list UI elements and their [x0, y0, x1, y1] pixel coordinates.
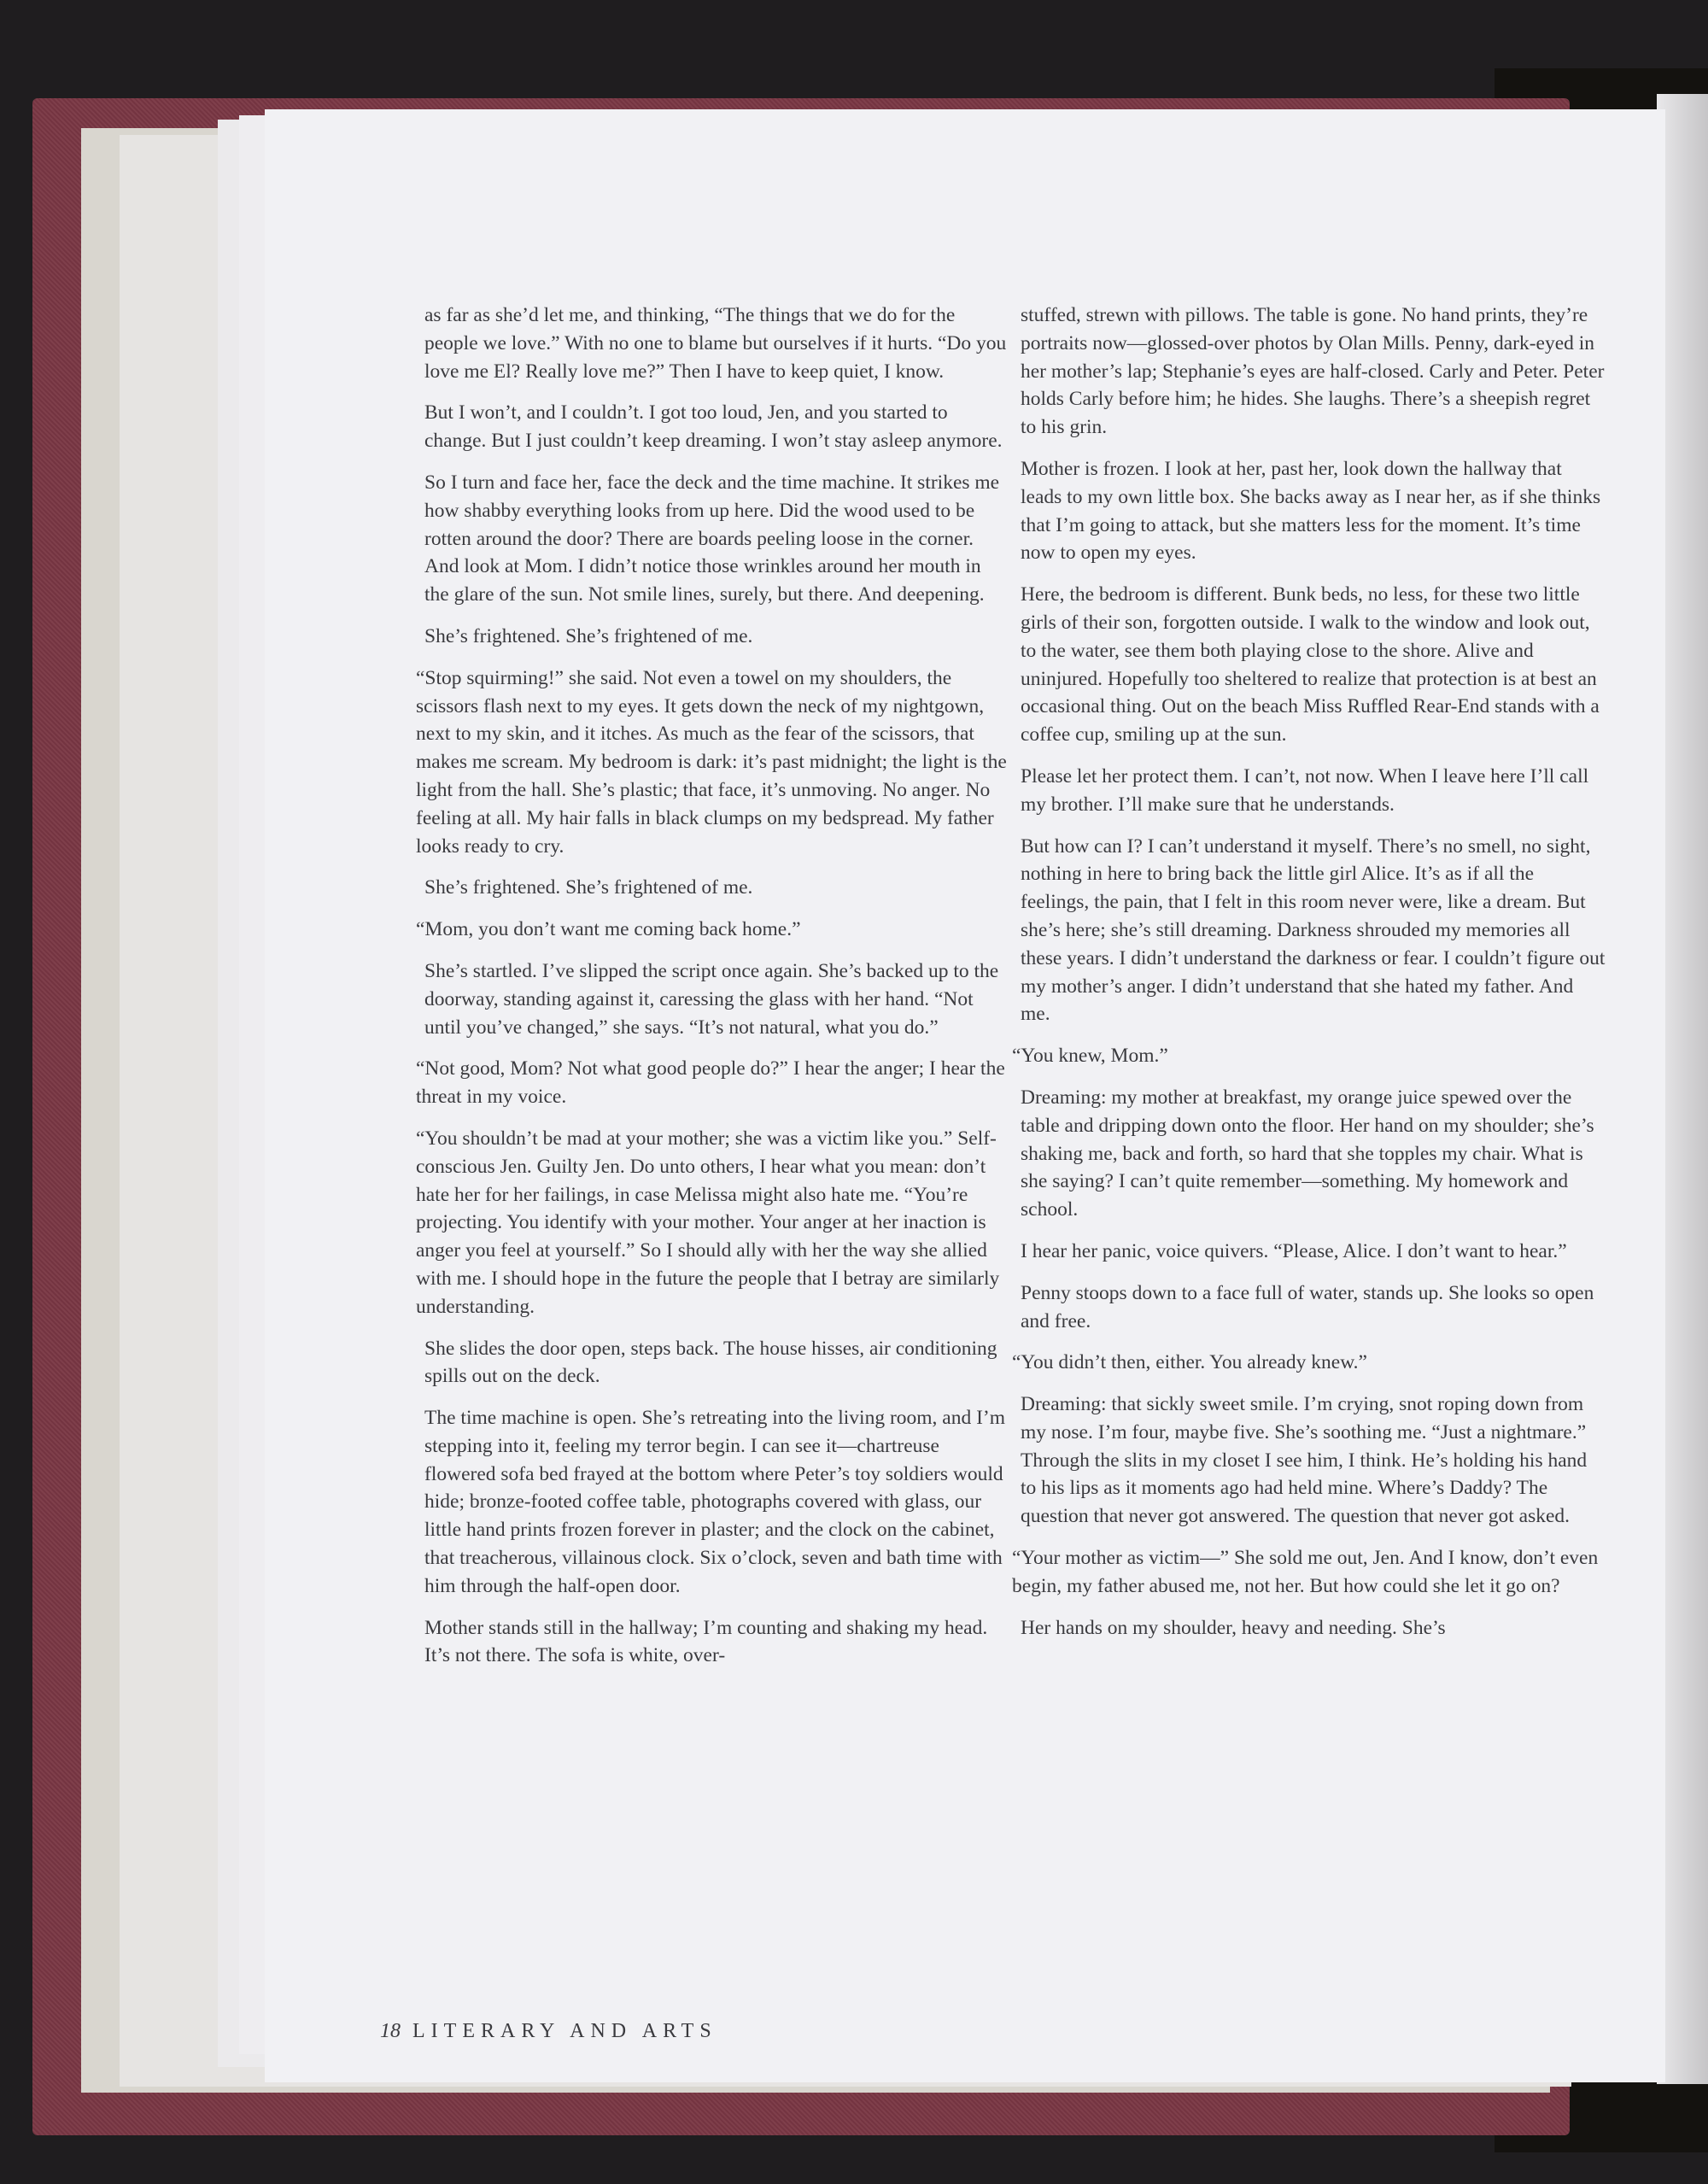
left-text-column [416, 302, 1009, 1683]
paragraph: She’s startled. I’ve slipped the script once again. She’s backed up to the doorway, standing against it, caressing the glass with her hand. “Not until you’ve changed,” she says. “It’s not natural, what you do.” [424, 959, 999, 1039]
paragraph: Here, the bedroom is different. Bunk beds, no less, for these two little girls of their son, forgotten outside. I walk to the window and look out, to the water, see them both playing close to the shore. Alive and uninjured. Hopefully too sheltered to realize that protection is at best an occasional thing. Out on the beach Miss Ruffled Rear-End stands with a coffee cup, smiling up at the sun. [1021, 583, 1600, 747]
paragraph: “Stop squirming!” she said. Not even a towel on my shoulders, the scissors flash next to my eyes. It gets down the neck of my nightgown, next to my skin, and it itches. As much as the fear of the scissors, that makes me scream. My bedroom is dark: it’s past midnight; the light is the light from the hall. She’s plastic; that face, it’s unmoving. No anger. No feeling at all. My hair falls in black clumps on my bedspread. My father looks ready to cry. [416, 666, 1007, 858]
paragraph: stuffed, strewn with pillows. The table is gone. No hand prints, they’re portraits now—glossed-over photos by Olan Mills. Penny, dark-eyed in her mother’s lap; Stephanie’s eyes are half-closed. Carly and Peter. Peter holds Carly before him; he hides. She laughs. There’s a sheepish regret to his grin. [1021, 304, 1605, 439]
paragraph: She’s frightened. She’s frightened of me. [424, 624, 753, 647]
section-title: LITERARY AND ARTS [412, 2020, 717, 2042]
paragraph: Please let her protect them. I can’t, not now. When I leave here I’ll call my brother. I’ll make sure that he understands. [1021, 764, 1589, 816]
paragraph: Mother is frozen. I look at her, past her, look down the hallway that leads to my own little box. She backs away as I near her, as if she thinks that I’m going to attack, but she matters less for the moment. It’s time now to open my eyes. [1021, 457, 1601, 565]
paragraph: So I turn and face her, face the deck and the time machine. It strikes me how shabby everything looks from up here. Did the wood used to be rotten around the door? There are boards peeling loose in the corner. And look at Mom. I didn’t notice those wrinkles around her mouth in the glare of the sun. Not smile lines, surely, but there. And deepening. [424, 471, 1000, 606]
paragraph: Dreaming: my mother at breakfast, my orange juice spewed over the table and dripping down onto the floor. Her hand on my shoulder; she’s shaking me, back and forth, so hard that she topples my chair. What is she saying? I can’t quite remember—something. My homework and school. [1021, 1086, 1594, 1221]
paragraph: But how can I? I can’t understand it myself. There’s no smell, no sight, nothing in here to bring back the little girl Alice. It’s as if all the feelings, the pain, that I felt in this room never were, like a dream. But she’s here; she’s still dreaming. Darkness shrouded my memories all these years. I didn’t understand the darkness or fear. I couldn’t figure out my mother’s anger. I didn’t understand that she hated my father. And me. [1021, 834, 1606, 1026]
paragraph: Her hands on my shoulder, heavy and needing. She’s [1021, 1616, 1446, 1639]
paragraph: She slides the door open, steps back. The house hisses, air conditioning spills out on the deck. [424, 1337, 997, 1388]
paragraph: “You shouldn’t be mad at your mother; she was a victim like you.” Self-conscious Jen. Guilty Jen. Do unto others, I hear what you mean: don’t hate her for her failings, in case Melissa might also hate me. “You’re projecting. You identify with your mother. Your anger at her inaction is anger you feel at yourself.” So I should ally with her the way she allied with me. I should hope in the future the people that I betray are similarly understanding. [416, 1127, 1000, 1318]
paragraph: Mother stands still in the hallway; I’m counting and shaking my head. It’s not there. The sofa is white, over- [424, 1616, 988, 1667]
paragraph: I hear her panic, voice quivers. “Please, Alice. I don’t want to hear.” [1021, 1239, 1567, 1262]
paragraph: The time machine is open. She’s retreating into the living room, and I’m stepping into it, feeling my terror begin. I can see it—chartreuse flowered sofa bed frayed at the bottom where Peter’s toy soldiers would hide; bronze-footed coffee table, photographs covered with glass, our little hand prints frozen forever in plaster; and the clock on the cabinet, that treacherous, villainous clock. Six o’clock, seven and bath time with him through the half-open door. [424, 1407, 1006, 1597]
book-page [265, 109, 1665, 2082]
page-number: 18 [380, 2020, 401, 2042]
paragraph: “You knew, Mom.” [1012, 1045, 1168, 1068]
paragraph: Dreaming: that sickly sweet smile. I’m crying, snot roping down from my nose. I’m four, maybe five. She’s soothing me. “Just a nightmare.” Through the slits in my closet I see him, I think. He’s holding his hand to his lips as it moments ago had held mine. Where’s Daddy? The question that never got answered. The question that never got asked. [1021, 1393, 1588, 1528]
paragraph: She’s frightened. She’s frightened of me. [424, 876, 753, 899]
page-footer [380, 2020, 717, 2043]
paragraph: as far as she’d let me, and thinking, “The things that we do for the people we love.” With no one to blame but ourselves if it hurts. “Do you love me El? Really love me?” Then I have to keep quiet, I know. [424, 304, 1007, 383]
right-text-column [1012, 302, 1606, 1655]
paragraph: Penny stoops down to a face full of water, stands up. She looks so open and free. [1021, 1281, 1594, 1332]
paragraph: “You didn’t then, either. You already knew.” [1012, 1351, 1367, 1374]
paragraph: “Not good, Mom? Not what good people do?” I hear the anger; I hear the threat in my voice. [416, 1057, 1005, 1109]
paragraph: “Mom, you don’t want me coming back home.” [416, 918, 801, 941]
paragraph: “Your mother as victim—” She sold me out, Jen. And I know, don’t even begin, my father abused me, not her. But how could she let it go on? [1012, 1547, 1599, 1597]
paragraph: But I won’t, and I couldn’t. I got too loud, Jen, and you started to change. But I just couldn’t keep dreaming. I won’t stay asleep anymore. [424, 401, 1003, 453]
